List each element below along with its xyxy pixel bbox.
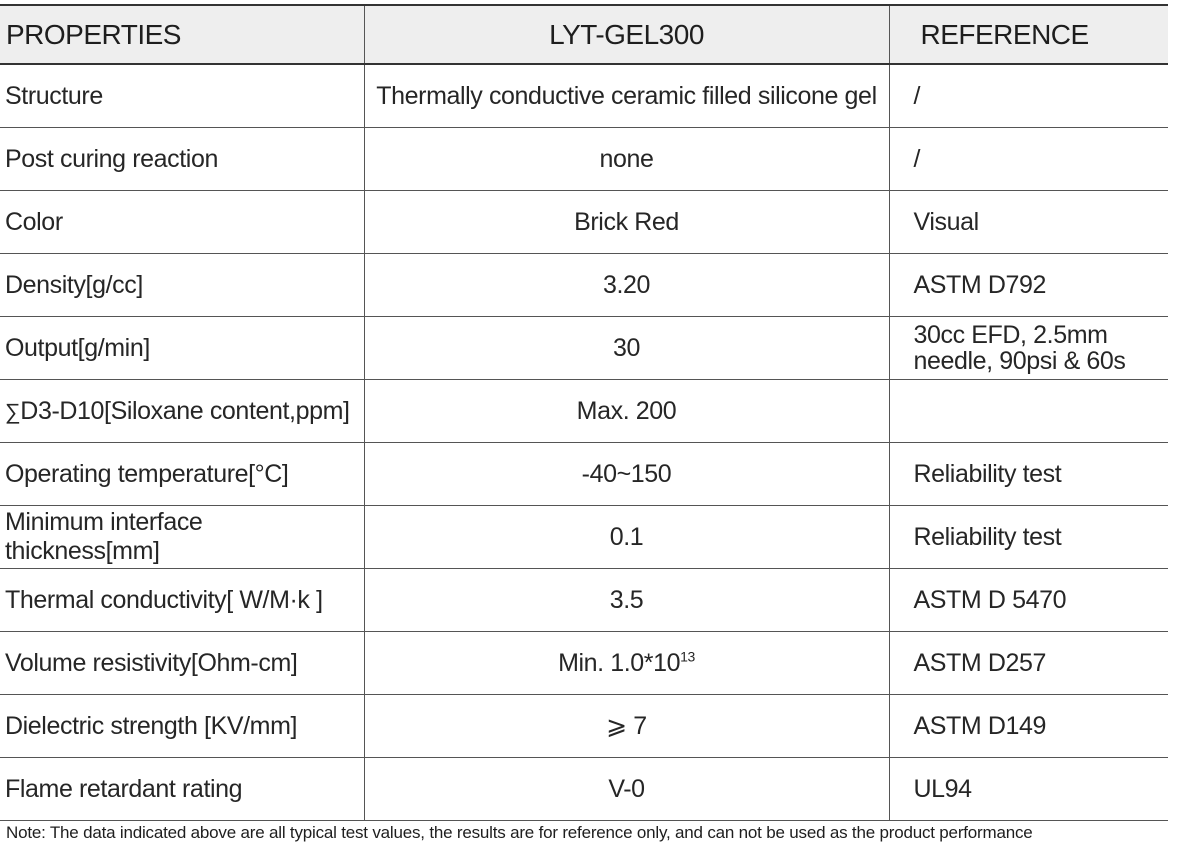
value-cell xyxy=(364,632,889,695)
property-cell: Dielectric strength [KV/mm] xyxy=(0,695,364,758)
table-row xyxy=(0,443,1168,506)
property-cell: Output[g/min] xyxy=(0,317,364,380)
header-properties: PROPERTIES xyxy=(0,5,364,64)
table-row xyxy=(0,695,1168,758)
property-cell xyxy=(0,380,364,443)
reference-cell xyxy=(889,380,1168,443)
property-cell: Flame retardant rating xyxy=(0,758,364,821)
property-cell: Minimum interface thickness[mm] xyxy=(0,506,364,569)
property-cell: Density[g/cc] xyxy=(0,254,364,317)
table-row xyxy=(0,317,1168,380)
table-row xyxy=(0,128,1168,191)
value-exponent: 13 xyxy=(680,648,695,665)
reference-cell: UL94 xyxy=(889,758,1168,821)
value-cell: -40~150 xyxy=(364,443,889,506)
value-cell: V-0 xyxy=(364,758,889,821)
value-cell: 30 xyxy=(364,317,889,380)
reference-cell: Visual xyxy=(889,191,1168,254)
value-text: Min. 1.0*10 xyxy=(558,648,681,677)
value-cell: 3.5 xyxy=(364,569,889,632)
value-cell: Max. 200 xyxy=(364,380,889,443)
table-row xyxy=(0,64,1168,128)
reference-cell: Reliability test xyxy=(889,506,1168,569)
value-cell: ⩾ 7 xyxy=(364,695,889,758)
property-cell: Structure xyxy=(0,64,364,128)
reference-cell: ASTM D149 xyxy=(889,695,1168,758)
table-row xyxy=(0,254,1168,317)
table-row xyxy=(0,632,1168,695)
value-cell: Brick Red xyxy=(364,191,889,254)
value-cell: 3.20 xyxy=(364,254,889,317)
property-cell: Volume resistivity[Ohm-cm] xyxy=(0,632,364,695)
table-row xyxy=(0,380,1168,443)
reference-cell: ASTM D792 xyxy=(889,254,1168,317)
header-reference: REFERENCE xyxy=(889,5,1168,64)
table-row xyxy=(0,506,1168,569)
property-text: D3-D10[Siloxane content,ppm] xyxy=(20,396,350,425)
reference-cell: / xyxy=(889,128,1168,191)
property-cell: Color xyxy=(0,191,364,254)
reference-cell: 30cc EFD, 2.5mm needle, 90psi & 60s xyxy=(889,317,1168,380)
value-cell: none xyxy=(364,128,889,191)
header-product: LYT-GEL300 xyxy=(364,5,889,64)
value-cell: Thermally conductive ceramic filled silicone gel xyxy=(364,64,889,128)
property-cell: Operating temperature[°C] xyxy=(0,443,364,506)
table-row xyxy=(0,191,1168,254)
table-header-row xyxy=(0,5,1168,64)
reference-cell: Reliability test xyxy=(889,443,1168,506)
reference-cell: ASTM D 5470 xyxy=(889,569,1168,632)
properties-table xyxy=(0,4,1168,821)
reference-cell: ASTM D257 xyxy=(889,632,1168,695)
table-row xyxy=(0,569,1168,632)
sigma-symbol: ∑ xyxy=(5,398,21,424)
footnote: Note: The data indicated above are all typical test values, the results are for reference only, and can not be used as the product performance xyxy=(6,823,1033,842)
property-cell: Thermal conductivity[ W/M·k ] xyxy=(0,569,364,632)
reference-cell: / xyxy=(889,64,1168,128)
table-row xyxy=(0,758,1168,821)
property-cell: Post curing reaction xyxy=(0,128,364,191)
value-cell: 0.1 xyxy=(364,506,889,569)
